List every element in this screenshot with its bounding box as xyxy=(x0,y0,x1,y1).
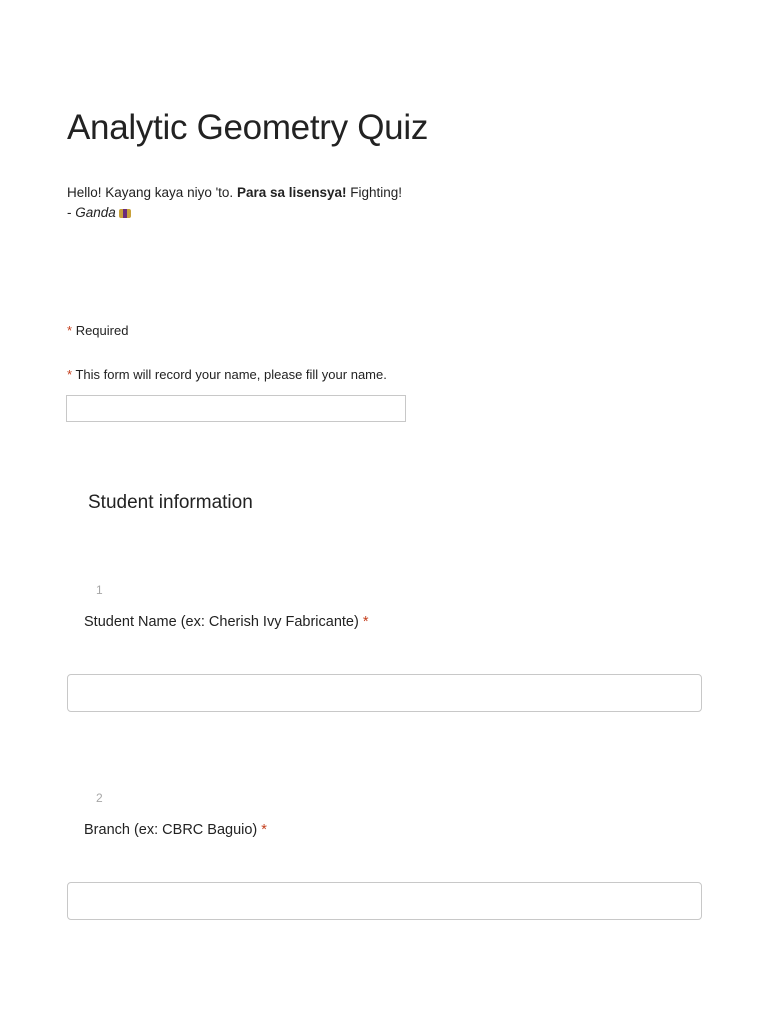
question-1-label-text: Student Name (ex: Cherish Ivy Fabricante) xyxy=(84,614,359,630)
name-record-notice xyxy=(67,367,387,382)
question-2-label-text: Branch (ex: CBRC Baguio) xyxy=(84,822,258,838)
signature-name: Ganda xyxy=(75,205,116,220)
name-record-notice-text: This form will record your name, please fill your name. xyxy=(75,367,387,382)
description-line-2 xyxy=(67,203,402,223)
required-note-text: Required xyxy=(75,323,129,338)
required-note xyxy=(67,323,128,338)
question-2-label xyxy=(84,822,267,838)
description-bold-text: Para sa lisensya! xyxy=(236,185,347,200)
description-text-end: Fighting! xyxy=(346,185,403,200)
form-title: Analytic Geometry Quiz xyxy=(67,108,429,147)
question-1-number: 1 xyxy=(96,583,103,597)
required-asterisk: * xyxy=(67,323,73,338)
form-description xyxy=(67,183,402,223)
question-2-number: 2 xyxy=(96,791,103,805)
question-1-required-asterisk: * xyxy=(362,614,369,630)
question-2-required-asterisk: * xyxy=(261,822,267,838)
signature-prefix: - xyxy=(67,205,76,220)
branch-input[interactable] xyxy=(67,882,702,920)
description-line-1 xyxy=(67,183,402,203)
required-asterisk: * xyxy=(67,367,73,382)
question-1-label xyxy=(84,614,369,630)
flag-emoji-icon xyxy=(119,209,131,218)
respondent-name-input[interactable] xyxy=(66,395,406,422)
section-title: Student information xyxy=(88,492,253,513)
student-name-input[interactable] xyxy=(67,674,702,712)
description-text-start: Hello! Kayang kaya niyo 'to. xyxy=(67,185,237,200)
